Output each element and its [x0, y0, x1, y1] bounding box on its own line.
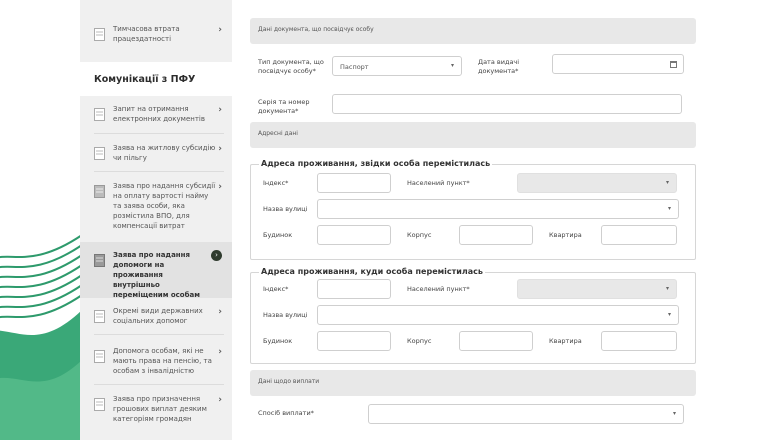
chevron-right-icon: › [218, 182, 222, 192]
index-label: Індекс* [263, 179, 289, 187]
chevron-right-icon: › [218, 307, 222, 317]
section-title: Адресні дані [258, 130, 298, 137]
street-label: Назва вулиці [263, 311, 308, 319]
to-index-input[interactable] [317, 279, 391, 299]
building-label: Будинок [263, 231, 293, 239]
from-building-input[interactable] [317, 225, 391, 245]
to-locality-select[interactable] [517, 279, 677, 299]
sidebar-item-label: Тимчасова втрата працездатності [113, 25, 180, 43]
payment-method-label: Спосіб виплати* [258, 409, 314, 417]
series-number-input[interactable] [332, 94, 682, 114]
section-title: Дані документа, що посвідчує особу [258, 26, 374, 33]
document-icon [94, 183, 105, 196]
chevron-right-circle-icon: › [211, 250, 222, 261]
calendar-icon [670, 61, 677, 68]
sidebar-item-temporary-disability[interactable] [80, 24, 232, 44]
sidebar-item-idp-assistance[interactable] [80, 242, 232, 298]
to-block-input[interactable] [459, 331, 533, 351]
sidebar-item-label: Допомога особам, які не мають права на пенсію, та особам з інвалідністю [113, 347, 212, 375]
to-street-select[interactable] [317, 305, 679, 325]
fieldset-from-address [250, 159, 696, 260]
document-icon [94, 396, 105, 409]
document-icon [94, 348, 105, 361]
doc-type-select[interactable] [332, 56, 462, 76]
fieldset-to-address [250, 267, 696, 364]
sidebar-item-disability-assistance[interactable] [80, 346, 232, 376]
chevron-right-icon: › [218, 144, 222, 154]
sidebar-item-electronic-documents[interactable] [80, 104, 232, 124]
document-icon [94, 26, 105, 39]
chevron-down-icon: ▾ [450, 62, 454, 69]
from-apartment-input[interactable] [601, 225, 677, 245]
street-label: Назва вулиці [263, 205, 308, 213]
apartment-label: Квартира [549, 337, 582, 345]
chevron-right-icon: › [218, 105, 222, 115]
document-icon [94, 252, 105, 265]
section-header-address [250, 122, 696, 148]
chevron-right-icon: › [218, 25, 222, 35]
section-header-payment [250, 370, 696, 396]
issue-date-label: Дата видачі документа* [478, 58, 520, 75]
block-label: Корпус [407, 337, 432, 345]
sidebar-item-state-social-assistance[interactable] [80, 306, 232, 326]
fieldset-legend: Адреса проживання, звідки особа перемістилась [261, 159, 491, 168]
decorative-wave-graphic [0, 230, 82, 440]
sidebar-item-rent-subsidy[interactable] [80, 181, 232, 231]
chevron-down-icon: ▾ [665, 285, 669, 292]
chevron-right-icon: › [218, 395, 222, 405]
doc-type-value: Паспорт [340, 63, 369, 71]
from-index-input[interactable] [317, 173, 391, 193]
sidebar-item-cash-payments[interactable] [80, 394, 232, 424]
sidebar-item-label: Окремі види державних соціальних допомог [113, 307, 203, 325]
block-label: Корпус [407, 231, 432, 239]
from-street-select[interactable] [317, 199, 679, 219]
from-block-input[interactable] [459, 225, 533, 245]
sidebar-item-housing-subsidy[interactable] [80, 143, 232, 163]
locality-label: Населений пункт* [407, 285, 470, 293]
payment-method-select[interactable] [368, 404, 684, 424]
document-icon [94, 145, 105, 158]
building-label: Будинок [263, 337, 293, 345]
sidebar-heading-text: Комунікації з ПФУ [94, 74, 196, 85]
series-number-label: Серія та номер документа* [258, 98, 310, 115]
sidebar-item-label: Заява про призначення грошових виплат деяким категоріям громадян [113, 395, 207, 423]
document-icon [94, 106, 105, 119]
sidebar-item-label: Запит на отримання електронних документів [113, 105, 205, 123]
document-icon [94, 308, 105, 321]
sidebar-item-label: Заява про надання допомоги на проживання внутрішньо переміщеним особам [113, 251, 200, 299]
sidebar-divider [94, 384, 224, 385]
sidebar-divider [94, 133, 224, 134]
from-locality-select[interactable] [517, 173, 677, 193]
to-building-input[interactable] [317, 331, 391, 351]
index-label: Індекс* [263, 285, 289, 293]
issue-date-input[interactable] [552, 54, 684, 74]
sidebar [80, 0, 232, 440]
locality-label: Населений пункт* [407, 179, 470, 187]
sidebar-divider [94, 334, 224, 335]
sidebar-section-heading [80, 62, 232, 96]
apartment-label: Квартира [549, 231, 582, 239]
fieldset-legend: Адреса проживання, куди особа перемістилась [261, 267, 483, 276]
chevron-down-icon: ▾ [667, 311, 671, 318]
main-form [244, 0, 704, 440]
section-header-document [250, 18, 696, 44]
chevron-right-icon: › [218, 347, 222, 357]
doc-type-label: Тип документа, що посвідчує особу* [258, 58, 324, 75]
chevron-down-icon: ▾ [665, 179, 669, 186]
sidebar-item-label: Заява про надання субсидії на оплату вартості найму та заява особи, яка розмістила ВПО, для компенсації витрат [113, 182, 216, 230]
sidebar-item-label: Заява на житлову субсидію чи пільгу [113, 144, 216, 162]
chevron-down-icon: ▾ [667, 205, 671, 212]
to-apartment-input[interactable] [601, 331, 677, 351]
section-title: Дані щодо виплати [258, 378, 320, 385]
sidebar-divider [94, 171, 224, 172]
chevron-down-icon: ▾ [672, 410, 676, 417]
